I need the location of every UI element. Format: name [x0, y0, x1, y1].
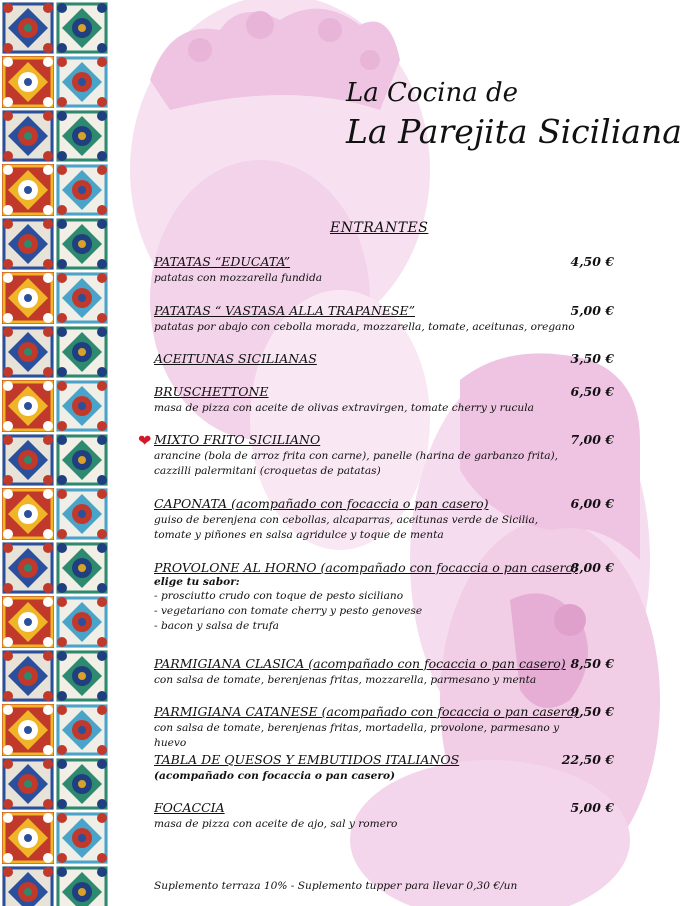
restaurant-title-line-1: La Cocina de — [346, 78, 518, 108]
footer-note: Suplemento terraza 10% - Suplemento tupper para llevar 0,30 €/un — [154, 880, 518, 892]
menu-item-description: patatas con mozzarella fundida — [154, 272, 323, 284]
tile — [2, 542, 54, 594]
tile — [56, 650, 108, 702]
menu-item-price: 9,50 € — [570, 704, 614, 719]
tile — [56, 596, 108, 648]
tile — [2, 704, 54, 756]
tile — [2, 434, 54, 486]
menu-item — [154, 351, 614, 366]
menu-item — [154, 656, 614, 688]
tile — [56, 758, 108, 810]
menu-item-name: TABLA DE QUESOS Y EMBUTIDOS ITALIANOS — [154, 752, 460, 767]
menu-item-name: MIXTO FRITO SICILIANO — [154, 432, 321, 447]
menu-item — [154, 800, 614, 832]
menu-item-description: guiso de berenjena con cebollas, alcaparras, aceitunas verde de Sicilia, tomate y piñones en salsa agridulce y toque de menta — [154, 514, 539, 541]
section-title: ENTRANTES — [330, 220, 429, 236]
menu-item-option: - prosciutto crudo con toque de pesto siciliano — [154, 590, 404, 602]
tile — [2, 218, 54, 270]
tile — [56, 812, 108, 864]
menu-item-price: 5,00 € — [570, 303, 614, 318]
tile — [56, 434, 108, 486]
menu-item — [154, 303, 614, 335]
menu-item-name: ACEITUNAS SICILIANAS — [154, 351, 317, 366]
tile — [2, 758, 54, 810]
menu-item-description: arancine (bola de arroz frita con carne), panelle (harina de garbanzo frita), cazzilli palermitani (croquetas de patatas) — [154, 450, 559, 477]
menu-item-subtitle: elige tu sabor: — [154, 576, 240, 588]
tile — [56, 272, 108, 324]
tile — [56, 704, 108, 756]
tile — [56, 866, 108, 906]
tile — [2, 650, 54, 702]
menu-item-name: PARMIGIANA CATANESE (acompañado con focaccia o pan casero) — [154, 704, 580, 719]
menu-item-price: 4,50 € — [570, 254, 614, 269]
menu-item-price: 6,50 € — [570, 384, 614, 399]
tile — [56, 218, 108, 270]
menu-item-name: CAPONATA (acompañado con focaccia o pan casero) — [154, 496, 489, 511]
menu-item-name: PARMIGIANA CLASICA (acompañado con focaccia o pan casero) — [154, 656, 566, 671]
menu-item-price: 5,00 € — [570, 800, 614, 815]
tile — [56, 488, 108, 540]
heart-icon: ❤ — [138, 431, 152, 450]
tile — [2, 596, 54, 648]
tile — [2, 380, 54, 432]
tile — [2, 866, 54, 906]
menu-item — [154, 384, 614, 416]
tile — [2, 488, 54, 540]
menu-item-price: 8,00 € — [570, 560, 614, 575]
menu-item-description: con salsa de tomate, berenjenas fritas, mortadella, provolone, parmesano y huevo — [154, 722, 560, 749]
tile — [2, 272, 54, 324]
menu-item — [154, 432, 614, 479]
tile — [56, 2, 108, 54]
menu-item-price: 22,50 € — [561, 752, 614, 767]
decorative-tile-border — [0, 0, 132, 906]
menu-item — [154, 560, 614, 634]
menu-item-name: BRUSCHETTONE — [154, 384, 269, 399]
menu-item-option: - vegetariano con tomate cherry y pesto genovese — [154, 605, 423, 617]
menu-item-description: masa de pizza con aceite de ajo, sal y romero — [154, 818, 398, 830]
menu-item-price: 6,00 € — [570, 496, 614, 511]
restaurant-title-line-2: La Parejita Siciliana — [346, 112, 682, 151]
menu-item — [154, 704, 614, 751]
tile — [2, 812, 54, 864]
tile — [56, 380, 108, 432]
menu-item-name: PROVOLONE AL HORNO (acompañado con focaccia o pan casero) — [154, 560, 578, 575]
menu-item — [154, 254, 614, 286]
menu-item-description: con salsa de tomate, berenjenas fritas, mozzarella, parmesano y menta — [154, 674, 537, 686]
tile — [56, 326, 108, 378]
menu-item-price: 7,00 € — [570, 432, 614, 447]
menu-item-price: 8,50 € — [570, 656, 614, 671]
menu-item-name: FOCACCIA — [154, 800, 225, 815]
menu-item-description: patatas por abajo con cebolla morada, mozzarella, tomate, aceitunas, oregano — [154, 321, 575, 333]
menu-item — [154, 752, 614, 783]
menu-item — [154, 496, 614, 543]
menu-item-price: 3,50 € — [570, 351, 614, 366]
tile — [56, 164, 108, 216]
menu-item-option: - bacon y salsa de trufa — [154, 620, 279, 632]
tile — [2, 56, 54, 108]
tile — [2, 110, 54, 162]
tile — [2, 164, 54, 216]
tile — [56, 56, 108, 108]
tile — [2, 2, 54, 54]
tile — [2, 326, 54, 378]
menu-item-subtitle: (acompañado con focaccia o pan casero) — [154, 770, 396, 782]
menu-item-description: masa de pizza con aceite de olivas extravirgen, tomate cherry y rucula — [154, 402, 534, 414]
menu-item-name: PATATAS “EDUCATA” — [154, 254, 291, 269]
menu-item-name: PATATAS “ VASTASA ALLA TRAPANESE” — [154, 303, 416, 318]
tile — [56, 542, 108, 594]
tile — [56, 110, 108, 162]
